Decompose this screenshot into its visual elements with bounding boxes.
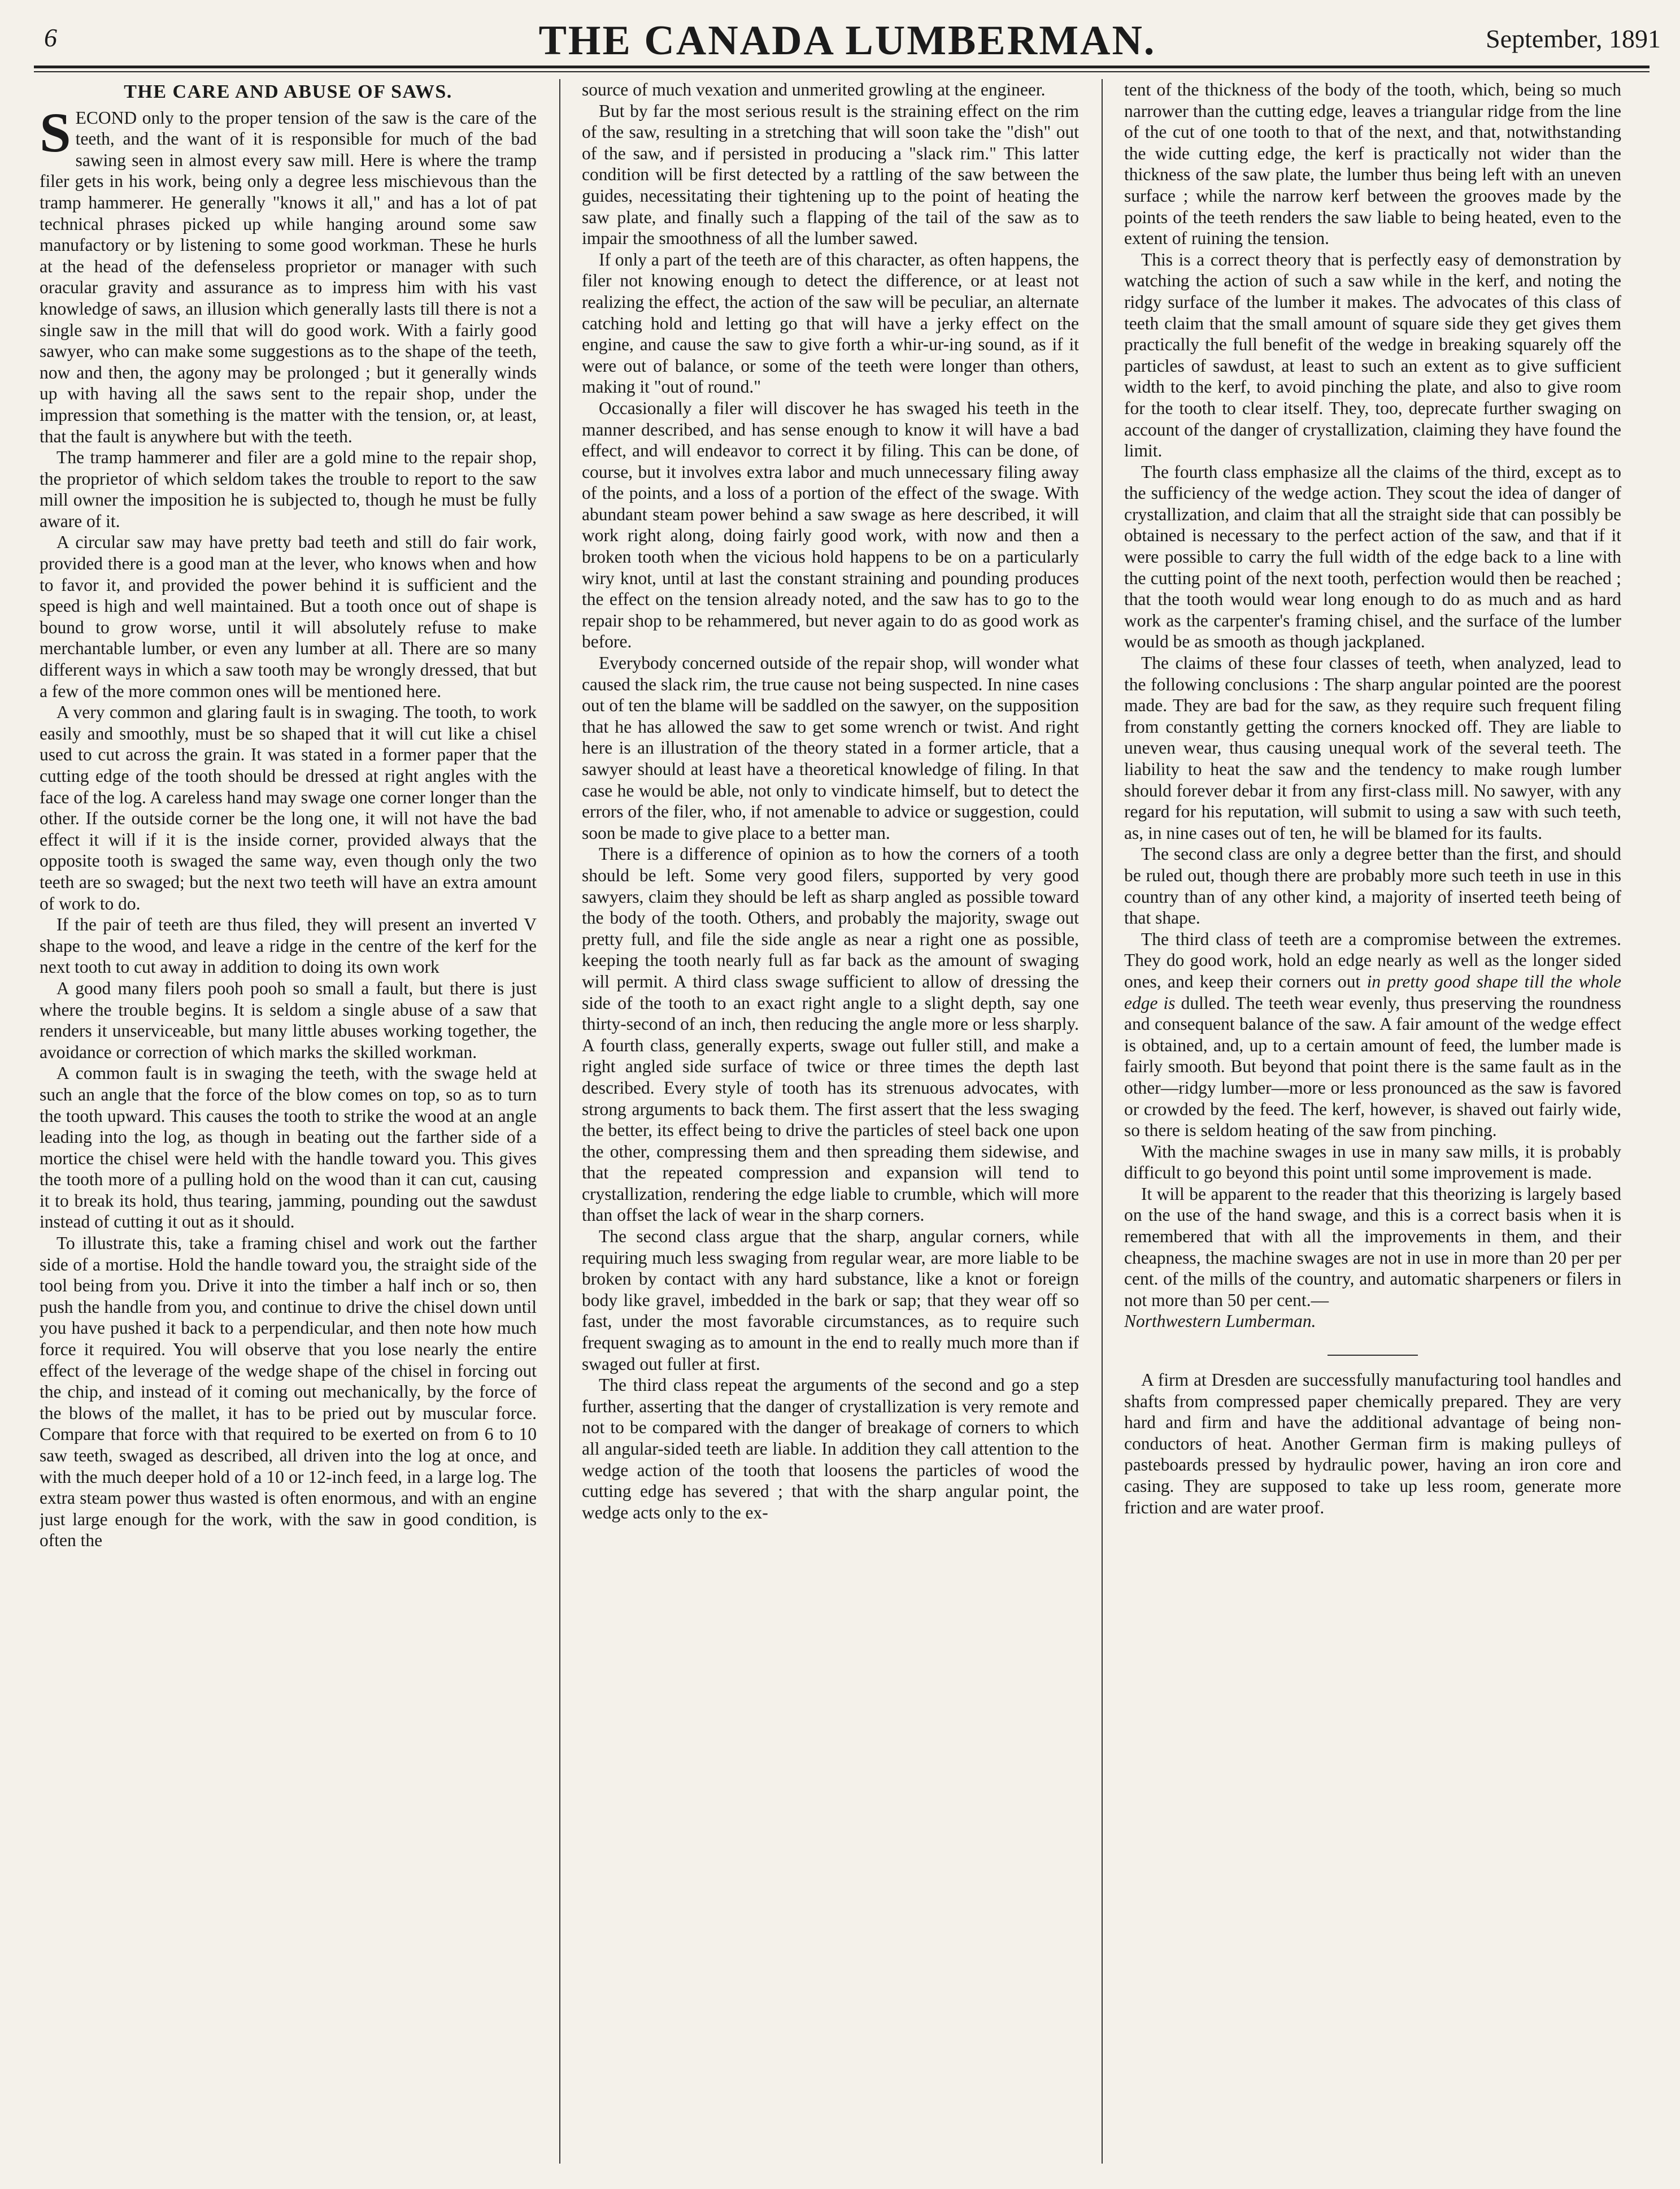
column-2 bbox=[582, 79, 1079, 2164]
article-paragraph bbox=[1124, 929, 1621, 1141]
column-1 bbox=[40, 79, 537, 2164]
article-paragraph bbox=[40, 101, 537, 447]
article-paragraph: A good many filers pooh pooh so small a fault, but there is just where the trouble begins. It is seldom a single abuse of a saw that renders it unserviceable, but many little abuses working together, the avoidance or correction of which marks the skilled workman. bbox=[40, 978, 537, 1062]
article-paragraph: If only a part of the teeth are of this character, as often happens, the filer not knowing enough to detect the difference, or at least not realizing the effect, the action of the saw will be peculiar, an alternate catching hold and letting go that will have a jerky effect on the engine, and cause the saw to give forth a whir-ur-ing sound, as if it were out of balance, or some of the teeth were longer than others, making it "out of round." bbox=[582, 249, 1079, 397]
newspaper-title: THE CANADA LUMBERMAN. bbox=[538, 18, 1156, 64]
article-paragraph: Everybody concerned outside of the repair shop, will wonder what caused the slack rim, the true cause not being suspected. In nine cases out of ten the blame will be saddled on the sawyer, on the supposition that he has allowed the saw to get some wrench or twist. And right here is an illustration of the theory stated in a former article, that a sawyer should at least have a theoretical knowledge of filing. In that case he would be able, not only to vindicate himself, but to detect the errors of the filer, who, if not amenable to advice or suggestion, could soon be made to give place to a better man. bbox=[582, 653, 1079, 843]
article-paragraph: There is a difference of opinion as to how the corners of a tooth should be left. Some very good filers, supported by very good sawyers, claim they should be left as sharp angled as possible toward the body of the tooth. Others, and probably the majority, swage out pretty full, and file the side angle as near a right one as possible, keeping the tooth nearly full as far back as the amount of swaging will permit. A third class swage sufficient to allow of dressing the side of the tooth to an exact right angle to a slight depth, say one thirty-second of an inch, then reducing the angle more or less sharply. A fourth class, generally experts, swage out fuller still, and make a right angled side surface of twice or three times the depth last described. Every style of tooth has its strenuous advocates, with strong arguments to back them. The first assert that the less swaging the better, its effect being to drive the particles of steel back one upon the other, compressing them and then spreading them sidewise, and that the repeated compression and expansion will tend to crystallization, rendering the edge liable to crumble, which will more than offset the lack of wear in the sharp corners. bbox=[582, 844, 1079, 1225]
article-paragraph: This is a correct theory that is perfectly easy of demonstration by watching the action of such a saw while in the kerf, and noting the ridgy surface of the lumber it makes. The advocates of this class of teeth claim that the small amount of square side they get gives them practically the full benefit of the wedge in breaking squarely off the particles of sawdust, at least to such an extent as to give sufficient width to the kerf, to avoid pinching the plate, and also to give room for the tooth to clear itself. They, too, deprecate further swaging on account of the danger of crystallization, claiming they have found the limit. bbox=[1124, 249, 1621, 461]
issue-date: September, 1891 bbox=[1486, 24, 1661, 53]
column-divider bbox=[559, 79, 560, 2164]
article-paragraph: source of much vexation and unmerited growling at the engineer. bbox=[582, 80, 1046, 99]
article-paragraph: It will be apparent to the reader that this theorizing is largely based on the use of the hand swage, and this is a correct basis when it is remembered that with all the improvements in them, and their cheapness, the machine swages are not in use in more than 20 per per cent. of the mills of the country, and automatic sharpeners or filers in not more than 50 per cent.— bbox=[1124, 1183, 1621, 1310]
article-paragraph: A very common and glaring fault is in swaging. The tooth, to work easily and smoothly, must be so shaped that it will cut like a chisel used to cut across the grain. It was stated in a former paper that the cutting edge of the tooth should be dressed at right angles with the face of the log. A careless hand may swage one corner longer than the other. If the outside corner be the long one, it will not have the bad effect it will if it is the inside corner, provided always that the opposite tooth is swaged the same way, even though only the two teeth are so swaged; but the next two teeth will have an extra amount of work to do. bbox=[40, 702, 537, 913]
article-paragraph: The tramp hammerer and filer are a gold mine to the repair shop, the proprietor of which seldom takes the trouble to report to the saw mill owner the imposition he is subjected to, though he must be fully aware of it. bbox=[40, 447, 537, 531]
article-paragraph: A circular saw may have pretty bad teeth and still do fair work, provided there is a good man at the lever, who knows when and how to favor it, and provided the power behind it is sufficient and the speed is high and well maintained. But a tooth once out of shape is bound to grow worse, until it will absolutely refuse to make merchantable lumber, or even any lumber at all. There are so many different ways in which a saw tooth may be wrongly dressed, that but a few of the more common ones will be mentioned here. bbox=[40, 532, 537, 701]
article-headline: THE CARE AND ABUSE OF SAWS. bbox=[124, 81, 452, 102]
column-divider bbox=[1102, 79, 1103, 2164]
article-paragraph: The claims of these four classes of teeth, when analyzed, lead to the following conclusions : The sharp angular pointed are the poorest made. They are bad for the saw, as they require such frequent filing from constantly getting the corners knocked off. They are liable to uneven wear, thus causing unequal work of the several teeth. The liability to heat the saw and the tendency to make rough lumber should forever debar it from any first-class mill. No sawyer, with any regard for his reputation, will submit to using a saw with such teeth, as, in nine cases out of ten, he will be blamed for its faults. bbox=[1124, 653, 1621, 843]
news-item: A firm at Dresden are successfully manufacturing tool handles and shafts from compressed paper chemically prepared. They are very hard and firm and have the additional advantage of being non-conductors of heat. Another German firm is making pulleys of pasteboards pressed by hydraulic power, having an iron core and casing. They are supposed to take up less room, generate more friction and are water proof. bbox=[1124, 1370, 1621, 1517]
article-paragraph: The second class are only a degree better than the first, and should be ruled out, though there are probably more such teeth in use in this country than of any other kind, a majority of inserted teeth being of that shape. bbox=[1124, 844, 1621, 928]
article-paragraph: A common fault is in swaging the teeth, with the swage held at such an angle that the force of the blow comes on top, so as to turn the tooth upward. This causes the tooth to strike the wood at an angle leading into the log, as though in beating out the farther side of a mortice the chisel were held with the handle toward you. This gives the tooth more of a pulling hold on the wood than it can cut, causing it to break its hold, thus tearing, jamming, pounding out the sawdust instead of cutting it out as it should. bbox=[40, 1063, 537, 1232]
article-paragraph: The third class repeat the arguments of the second and go a step further, asserting that the danger of crystallization is very remote and not to be compared with the danger of breakage of corners to which all angular-sided teeth are liable. In addition they call attention to the wedge action of the tooth that loosens the particles of wood the cutting edge has severed ; that with the sharp angular point, the wedge acts only to the ex- bbox=[582, 1375, 1079, 1522]
article-paragraph: tent of the thickness of the body of the tooth, which, being so much narrower than the cutting edge, leaves a triangular ridge from the line of the cut of one tooth to that of the next, and that, notwithstanding the wide cutting edge, the kerf is practically not wider than the thickness of the saw plate, the lumber thus being left with an uneven surface ; while the narrow kerf between the grooves made by the points of the teeth renders the saw liable to being heated, even to the extent of ruining the tension. bbox=[1124, 80, 1621, 249]
article-paragraph: To illustrate this, take a framing chisel and work out the farther side of a mortise. Hold the handle toward you, the straight side of the tool being from you. Drive it into the timber a half inch or so, then push the handle from you, and continue to drive the chisel down until you have pushed it back to a perpendicular, and then note how much force it required. You will observe that you lose nearly the entire effect of the leverage of the wedge shape of the chisel in forcing out the chip, and instead of it coming out mechanically, by the force of the blows of the mallet, it has to be pried out by muscular force. Compare that force with that required to be exerted on from 6 to 10 saw teeth, swaged as described, all driven into the log at once, and with the much deeper hold of a 10 or 12-inch feed, in a large log. The extra steam power thus wasted is often enormous, and with an engine just large enough for the work, with the saw in good condition, is often the bbox=[40, 1233, 537, 1551]
article-paragraph: The fourth class emphasize all the claims of the third, except as to the sufficiency of the wedge action. They scout the idea of danger of crystallization, and claim that all the straight side that can possibly be obtained is necessary to the perfect action of the saw, and that if it were possible to carry the full width of the edge back to a line with the cutting point of the next tooth, perfection would then be reached ; that the tooth would wear long enough to do as much and as hard work as the carpenter's framing chisel, and the surface of the lumber would be as smooth as though jackplaned. bbox=[1124, 462, 1621, 652]
masthead-rule bbox=[34, 66, 1649, 68]
article-paragraph: With the machine swages in use in many saw mills, it is probably difficult to go beyond this point until some improvement is made. bbox=[1124, 1141, 1621, 1183]
article-paragraph bbox=[1124, 1311, 1621, 1332]
italic-text: in pretty good shape till the whole edge is bbox=[1124, 971, 1621, 1013]
article-separator bbox=[1328, 1355, 1418, 1356]
page-number: 6 bbox=[44, 23, 57, 52]
column-3 bbox=[1124, 79, 1621, 2164]
paragraph-text: The third class of teeth are a compromise between the extremes. They do good work, hold an edge nearly as well as the longer sided ones, and keep their corners out bbox=[1124, 929, 1621, 991]
paragraph-text: dulled. The teeth wear evenly, thus preserving the roundness and consequent balance of the saw. A fair amount of the wedge effect is obtained, and, up to a certain amount of feed, the lumber made is fairly smooth. But beyond that point there is the same fault as in the other—ridgy lumber—more or less pronounced as the saw is favored or crowded by the feed. The kerf, however, is shaved out fairly wide, so there is seldom heating of the saw from pinching. bbox=[1124, 993, 1621, 1141]
drop-cap: S bbox=[40, 101, 71, 164]
article-paragraph: The second class argue that the sharp, angular corners, while requiring much less swaging from regular wear, are more liable to be broken by contact with any hard substance, like a knot or foreign body like gravel, imbedded in the bark or sap; that they wear off so fast, under the most favorable circumstances, as to require such frequent swaging as to amount in the end to really much more than if swaged out fuller at first. bbox=[582, 1226, 1079, 1374]
paragraph-text: ECOND only to the proper tension of the saw is the care of the teeth, and the want of it is responsible for much of the bad sawing seen in almost every saw mill. Here is where the tramp filer gets in his work, being only a degree less mischievous than the tramp hammerer. He generally "knows it all," and has a lot of pat technical phrases picked up while hanging around some saw manufactory or by listening to some good workman. These he hurls at the head of the defenseless proprietor or manager with such oracular gravity and assurance as to impress him with his vast knowledge of saws, an illusion which generally lasts till there is not a single saw in the mill that will do good work. With a fairly good sawyer, who can make some suggestions as to the shape of the teeth, now and then, the agony may be prolonged ; but it generally winds up with having all the saws sent to the repair shop, under the impression that something is the matter with the tension, or, at least, that the fault is anywhere but with the teeth. bbox=[40, 107, 537, 446]
masthead-rule-thin bbox=[34, 71, 1649, 72]
article-paragraph: If the pair of teeth are thus filed, they will present an inverted V shape to the wood, and leave a ridge in the centre of the kerf for the next tooth to cut away in addition to doing its own work bbox=[40, 915, 537, 977]
article-byline: Northwestern Lumberman. bbox=[1124, 1311, 1316, 1331]
article-paragraph: Occasionally a filer will discover he has swaged his teeth in the manner described, and has sense enough to know it will have a bad effect, and will endeavor to correct it by filing. This can be done, of course, but it involves extra labor and much unnecessary filing away of the points, and a loss of a portion of the effect of the swage. With abundant steam power behind a saw swage as here described, it will work right along, doing fairly good work, with now and then a broken tooth when the vicious hold happens to be on a particularly wiry knot, until at last the constant straining and pounding produces the effect on the tension already noted, and the saw has to go to the repair shop to be rehammered, but never again to do as good work as before. bbox=[582, 398, 1079, 652]
article-paragraph: But by far the most serious result is the straining effect on the rim of the saw, resulting in a stretching that will soon take the "dish" out of the saw, and if persisted in producing a "slack rim." This latter condition will be first detected by a rattling of the saw between the guides, necessitating their tightening up to the point of heating the saw plate, and finally such a flapping of the tail of the saw as to impair the smoothness of all the lumber sawed. bbox=[582, 101, 1079, 249]
